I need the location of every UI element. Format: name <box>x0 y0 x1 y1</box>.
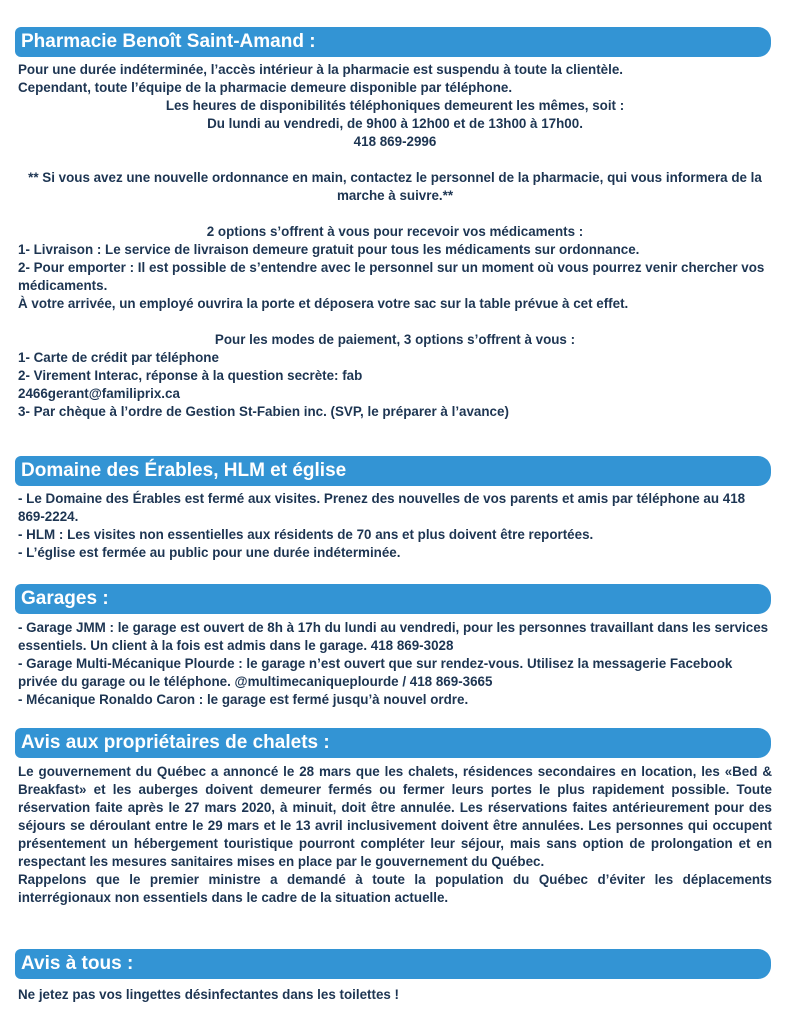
domaine-item-eglise: - L’église est fermée au public pour une durée indéterminée. <box>18 545 401 560</box>
chalets-paragraph-2: Rappelons que le premier ministre a demandé à toute la population du Québec d’éviter les déplacements interrégionaux non essentiels dans le cadre de la situation actuelle. <box>18 872 772 905</box>
domaine-section-body <box>18 490 772 562</box>
pharmacy-options-title: 2 options s’offrent à vous pour recevoir vos médicaments : <box>206 224 584 239</box>
pharmacy-section-body <box>18 61 772 421</box>
domaine-item-hlm: - HLM : Les visites non essentielles aux résidents de 70 ans et plus doivent être reportées. <box>18 527 594 542</box>
garage-item-jmm: - Garage JMM : le garage est ouvert de 8h à 17h du lundi au vendredi, pour les personnes travaillant dans les services essentiels. Un client à la fois est admis dans le garage. 418 869-3028 <box>18 620 769 653</box>
pharmacy-hours-intro: Les heures de disponibilités téléphoniques demeurent les mêmes, soit : <box>165 98 625 113</box>
pharmacy-section-header: Pharmacie Benoît Saint-Amand : <box>15 27 771 57</box>
pharmacy-option-takeout: 2- Pour emporter : Il est possible de s’entendre avec le personnel sur un moment où vous pourrez venir chercher vos médicaments. <box>18 260 765 293</box>
avis-lingettes-text: Ne jetez pas vos lingettes désinfectantes dans les toilettes ! <box>18 987 400 1002</box>
garage-item-caron: - Mécanique Ronaldo Caron : le garage est fermé jusqu’à nouvel ordre. <box>18 692 469 707</box>
pharmacy-hours: Du lundi au vendredi, de 9h00 à 12h00 et de 13h00 à 17h00. <box>207 116 583 131</box>
garages-section-body <box>18 619 772 709</box>
pharmacy-phone: 418 869-2996 <box>353 134 437 149</box>
domaine-item-erables: - Le Domaine des Érables est fermé aux visites. Prenez des nouvelles de vos parents et amis par téléphone au 418 869-2224. <box>18 491 746 524</box>
avis-section-body <box>18 986 772 1004</box>
pharmacy-intro-line1: Pour une durée indéterminée, l’accès intérieur à la pharmacie est suspendu à toute la clientèle. <box>18 62 624 77</box>
chalets-paragraph-1: Le gouvernement du Québec a annoncé le 28 mars que les chalets, résidences secondaires en location, les «Bed & Breakfast» et les auberges doivent demeurer fermés ou fermer leurs portes le plus rapidement possible. Toute réservation faite après le 27 mars 2020, à minuit, doit être annulée. Les réservations faites antérieurement pour des séjours se déroulant entre le 29 mars et le 13 avril inclusivement doivent être annulées. Les personnes qui occupent présentement un hébergement touristique pourront compléter leur séjour, mais sans option de prolongation et en respectant les mesures sanitaires mises en place par le gouvernement du Québec. <box>18 764 772 869</box>
pharmacy-payment-email: 2466gerant@familiprix.ca <box>18 386 180 401</box>
pharmacy-prescription-note: ** Si vous avez une nouvelle ordonnance en main, contactez le personnel de la pharmacie, qui vous informera de la marche à suivre.** <box>28 170 762 203</box>
pharmacy-payment-cheque: 3- Par chèque à l’ordre de Gestion St-Fabien inc. (SVP, le préparer à l’avance) <box>18 404 509 419</box>
pharmacy-payment-card: 1- Carte de crédit par téléphone <box>18 350 219 365</box>
pharmacy-arrival-note: À votre arrivée, un employé ouvrira la porte et déposera votre sac sur la table prévue à cet effet. <box>18 296 629 311</box>
garages-section-header: Garages : <box>15 584 771 614</box>
pharmacy-payment-interac: 2- Virement Interac, réponse à la question secrète: fab <box>18 368 363 383</box>
chalets-section-body <box>18 763 772 907</box>
avis-section-header: Avis à tous : <box>15 949 771 979</box>
pharmacy-option-delivery: 1- Livraison : Le service de livraison demeure gratuit pour tous les médicaments sur ordonnance. <box>18 242 640 257</box>
pharmacy-payment-title: Pour les modes de paiement, 3 options s’offrent à vous : <box>214 332 576 347</box>
pharmacy-intro-line2: Cependant, toute l’équipe de la pharmacie demeure disponible par téléphone. <box>18 80 513 95</box>
garage-item-plourde: - Garage Multi-Mécanique Plourde : le garage n’est ouvert que sur rendez-vous. Utilisez la messagerie Facebook privée du garage ou le téléphone. @multimecaniqueplourde / 418 869-3665 <box>18 656 733 689</box>
domaine-section-header: Domaine des Érables, HLM et église <box>15 456 771 486</box>
chalets-section-header: Avis aux propriétaires de chalets : <box>15 728 771 758</box>
